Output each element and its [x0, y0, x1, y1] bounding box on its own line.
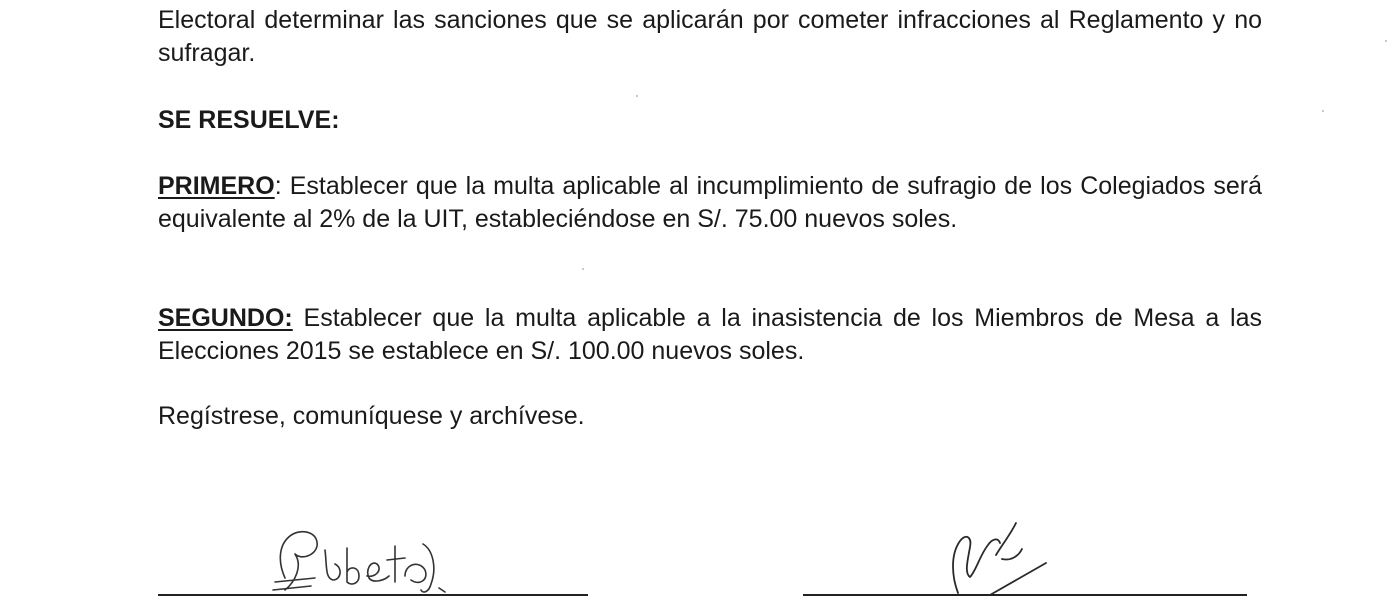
left-signature — [255, 520, 485, 600]
right-signature-line — [803, 594, 1247, 596]
scan-speck — [1322, 110, 1324, 112]
scan-speck — [582, 268, 584, 270]
segundo-paragraph — [158, 302, 1262, 368]
intro-paragraph: Electoral determinar las sanciones que se aplicarán por cometer infracciones al Reglamento y no sufragar. — [158, 6, 1262, 67]
segundo-text: Establecer que la multa aplicable a la inasistencia de los Miembros de Mesa a las Elecciones 2015 se establece en S/. 100.00 nuevos soles. — [158, 304, 1262, 365]
primero-paragraph — [158, 170, 1262, 236]
primero-label: PRIMERO — [158, 172, 275, 200]
closing-line: Regístrese, comuníquese y archívese. — [158, 402, 585, 430]
left-signature-line — [158, 594, 588, 596]
scan-speck — [636, 95, 638, 97]
right-signature — [940, 515, 1060, 600]
primero-text: : Establecer que la multa aplicable al incumplimiento de sufragio de los Colegiados será equivalente al 2% de la UIT, estableciéndose en S/. 75.00 nuevos soles. — [158, 172, 1262, 233]
scan-speck — [1385, 40, 1387, 42]
segundo-label: SEGUNDO: — [158, 304, 293, 332]
resolve-heading: SE RESUELVE: — [158, 106, 340, 134]
